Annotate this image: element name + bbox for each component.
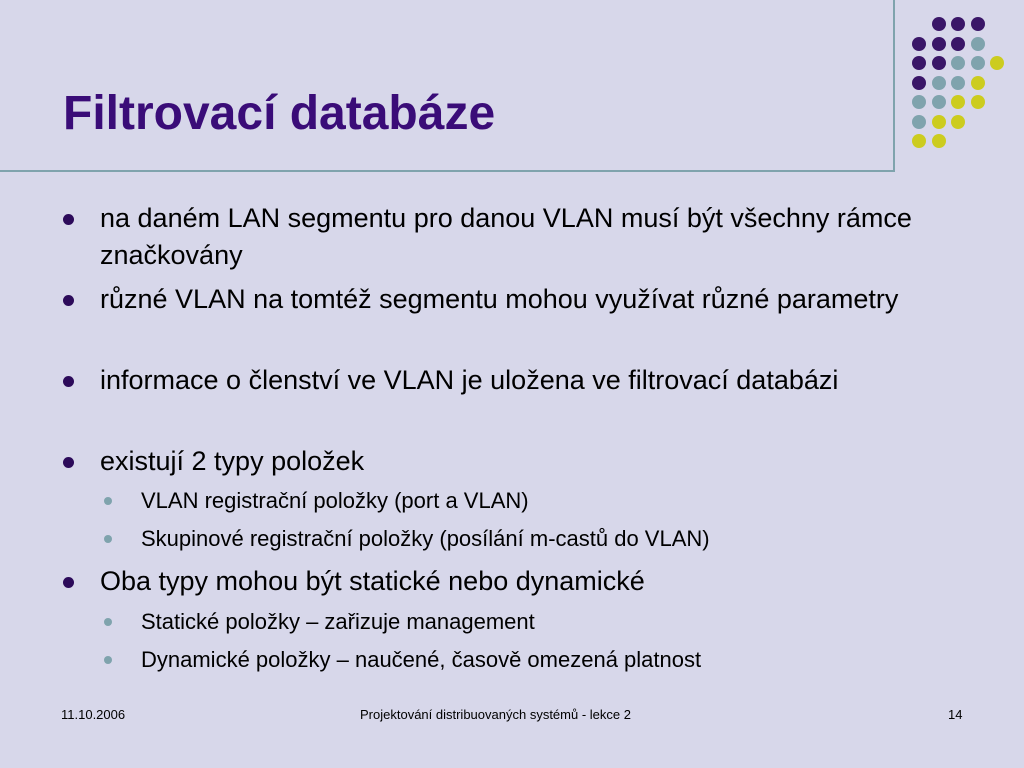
bullet-dot-icon	[63, 577, 74, 588]
vertical-divider	[893, 0, 895, 172]
decorative-dot-icon	[951, 115, 965, 129]
decorative-dot-icon	[932, 115, 946, 129]
bullet-dot-icon	[104, 618, 112, 626]
sub-list-item	[141, 607, 961, 637]
decorative-dot-icon	[912, 37, 926, 51]
decorative-dot-icon	[971, 76, 985, 90]
list-item	[100, 200, 930, 274]
decorative-dot-icon	[951, 56, 965, 70]
decorative-dot-icon	[990, 56, 1004, 70]
decorative-dot-icon	[912, 115, 926, 129]
bullet-dot-icon	[63, 457, 74, 468]
list-item	[100, 563, 930, 600]
decorative-dot-icon	[932, 76, 946, 90]
bullet-dot-icon	[104, 535, 112, 543]
decorative-dot-icon	[971, 17, 985, 31]
bullet-dot-icon	[63, 214, 74, 225]
decorative-dot-icon	[971, 95, 985, 109]
footer-course: Projektování distribuovaných systémů - lekce 2	[360, 707, 631, 722]
decorative-dot-icon	[912, 134, 926, 148]
list-item-text: existují 2 typy položek	[100, 446, 365, 476]
decorative-dot-icon	[971, 56, 985, 70]
list-item	[100, 362, 930, 399]
list-item	[100, 281, 930, 318]
decorative-dot-icon	[971, 37, 985, 51]
decorative-dot-icon	[932, 56, 946, 70]
sub-list-item	[141, 645, 961, 675]
list-item-text: informace o členství ve VLAN je uložena ve filtrovací databázi	[100, 365, 839, 395]
list-item-text: na daném LAN segmentu pro danou VLAN musí být všechny rámce značkovány	[100, 203, 912, 270]
sub-list-item-text: Statické položky – zařizuje management	[141, 609, 535, 634]
decorative-dot-icon	[912, 76, 926, 90]
decorative-dot-icon	[932, 37, 946, 51]
decorative-dot-icon	[951, 76, 965, 90]
sub-list-item	[141, 524, 961, 554]
list-item	[100, 443, 930, 480]
decorative-dot-icon	[951, 37, 965, 51]
decorative-dot-icon	[932, 95, 946, 109]
footer-date: 11.10.2006	[61, 707, 126, 722]
decorative-dot-icon	[912, 56, 926, 70]
bullet-dot-icon	[104, 656, 112, 664]
bullet-dot-icon	[104, 497, 112, 505]
sub-list-item-text: Skupinové registrační položky (posílání m-castů do VLAN)	[141, 526, 710, 551]
list-item-text: různé VLAN na tomtéž segmentu mohou využívat různé parametry	[100, 284, 899, 314]
sub-list-item-text: Dynamické položky – naučené, časově omezená platnost	[141, 647, 702, 672]
decorative-dot-icon	[932, 134, 946, 148]
bullet-dot-icon	[63, 376, 74, 387]
list-item-text: Oba typy mohou být statické nebo dynamické	[100, 566, 645, 596]
slide-title: Filtrovací databáze	[63, 87, 496, 140]
bullet-dot-icon	[63, 295, 74, 306]
decorative-dot-icon	[951, 17, 965, 31]
sub-list-item	[141, 486, 961, 516]
decorative-dot-icon	[951, 95, 965, 109]
footer-page-number: 14	[948, 707, 963, 722]
sub-list-item-text: VLAN registrační položky (port a VLAN)	[141, 488, 529, 513]
horizontal-divider	[0, 170, 894, 172]
decorative-dot-icon	[932, 17, 946, 31]
decorative-dot-icon	[912, 95, 926, 109]
